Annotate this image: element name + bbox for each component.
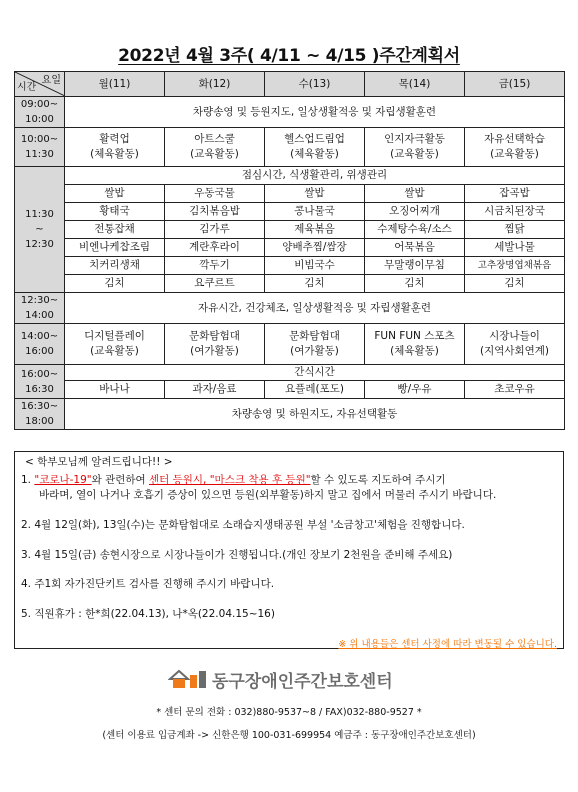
- snack-title: 간식시간: [65, 365, 565, 381]
- menu-item: 비엔나케찹조림: [65, 239, 165, 257]
- menu-item: 고추장명엽채볶음: [465, 257, 565, 275]
- menu-row: [15, 275, 565, 293]
- menu-item: 시금치된장국: [465, 203, 565, 221]
- time-cell: 14:00~ 16:00: [15, 324, 65, 365]
- lunch-title: 점심시간, 식생활관리, 위생관리: [65, 167, 565, 185]
- menu-item: 김치볶음밥: [165, 203, 265, 221]
- menu-item: 잡곡밥: [465, 185, 565, 203]
- house-logo-icon: [168, 667, 208, 689]
- menu-row: [15, 203, 565, 221]
- snack-row: [15, 381, 565, 399]
- menu-item: 제육볶음: [265, 221, 365, 239]
- day-header: 수(13): [265, 72, 365, 97]
- center-name: 동구장애인주간보호센터: [212, 672, 393, 692]
- notice-item-1: 1. "코로나-19"와 관련하여 센터 등원시, "마스크 착용 후 등원"할 수 있도록 지도하여 주시기: [21, 474, 446, 486]
- parent-notice-box: [14, 451, 564, 649]
- menu-item: 치커리생채: [65, 257, 165, 275]
- menu-item: 김치: [65, 275, 165, 293]
- menu-item: 콩나물국: [265, 203, 365, 221]
- corner-time-label: 시간: [17, 82, 37, 93]
- day-header: 금(15): [465, 72, 565, 97]
- snack-item: 바나나: [65, 381, 165, 399]
- page-title: 2022년 4월 3주( 4/11 ~ 4/15 )주간계획서: [118, 46, 460, 66]
- activity-span: 자유시간, 건강체조, 일상생활적응 및 자립생활훈련: [65, 293, 565, 324]
- menu-item: 우동국물: [165, 185, 265, 203]
- menu-item: 어묵볶음: [365, 239, 465, 257]
- menu-item: 오징어찌개: [365, 203, 465, 221]
- header-row: [15, 72, 565, 97]
- menu-item: 무말랭이무침: [365, 257, 465, 275]
- notice-footnote: ※ 위 내용들은 센터 사정에 따라 변동될 수 있습니다.: [338, 639, 557, 650]
- program-cell: 헬스업드림업 (체육활동): [265, 128, 365, 167]
- menu-item: 수제탕수육/소스: [365, 221, 465, 239]
- time-cell: 16:00~ 16:30: [15, 365, 65, 399]
- day-header: 화(12): [165, 72, 265, 97]
- notice-item-5: 5. 직원휴가 : 한*희(22.04.13), 나*옥(22.04.15~16): [21, 608, 275, 620]
- notice-item-4: 4. 주1회 자가진단키트 검사를 진행해 주시기 바랍니다.: [21, 578, 275, 590]
- row-1000: [15, 128, 565, 167]
- menu-item: 비빔국수: [265, 257, 365, 275]
- day-header: 월(11): [65, 72, 165, 97]
- menu-item: 쌀밥: [265, 185, 365, 203]
- snack-item: 요플레(포도): [265, 381, 365, 399]
- notice-item-1-line2: 바라며, 열이 나거나 호흡기 증상이 있으면 등원(외부활동)하지 말고 집에서 머물러 주시기 바랍니다.: [39, 489, 497, 501]
- activity-span: 차량송영 및 등원지도, 일상생활적응 및 자립생활훈련: [65, 97, 565, 128]
- menu-item: 김치: [365, 275, 465, 293]
- program-cell: 문화탐험대 (여가활동): [165, 324, 265, 365]
- snack-item: 초코우유: [465, 381, 565, 399]
- notice-item-2: 2. 4월 12일(화), 13일(수)는 문화탐험대로 소래습지생태공원 부설 '소금창고'체험을 진행합니다.: [21, 519, 465, 531]
- weekly-schedule-table: [14, 71, 565, 430]
- program-cell: 시장나들이 (지역사회연계): [465, 324, 565, 365]
- menu-row: [15, 221, 565, 239]
- notice-item-3: 3. 4월 15일(금) 송현시장으로 시장나들이가 진행됩니다.(개인 장보기 2천원을 준비해 주세요): [21, 549, 453, 561]
- menu-item: 쌀밥: [65, 185, 165, 203]
- program-cell: 자유선택학습 (교육활동): [465, 128, 565, 167]
- row-snack-title: [15, 365, 565, 381]
- time-cell: 16:30~ 18:00: [15, 399, 65, 430]
- time-cell: 09:00~ 10:00: [15, 97, 65, 128]
- row-1400: [15, 324, 565, 365]
- program-cell: 문화탐험대 (여가활동): [265, 324, 365, 365]
- menu-item: 쌀밥: [365, 185, 465, 203]
- corner-cell: [15, 72, 65, 97]
- activity-span: 차량송영 및 하원지도, 자유선택활동: [65, 399, 565, 430]
- center-logo: [0, 667, 578, 692]
- snack-item: 빵/우유: [365, 381, 465, 399]
- menu-item: 김가루: [165, 221, 265, 239]
- program-cell: 활력업 (체육활동): [65, 128, 165, 167]
- time-cell: 10:00~ 11:30: [15, 128, 65, 167]
- snack-item: 과자/음료: [165, 381, 265, 399]
- account-info: (센터 이용료 입금계좌 -> 신한은행 100-031-699954 예금주 : 동구장애인주간보호센터): [102, 730, 476, 741]
- corner-day-label: 요일: [41, 75, 61, 86]
- menu-item: 김치: [265, 275, 365, 293]
- menu-item: 세발나물: [465, 239, 565, 257]
- menu-item: 계란후라이: [165, 239, 265, 257]
- program-cell: FUN FUN 스포츠 (체육활동): [365, 324, 465, 365]
- menu-item: 깍두기: [165, 257, 265, 275]
- menu-row: [15, 257, 565, 275]
- menu-item: 김치: [465, 275, 565, 293]
- row-1630: [15, 399, 565, 430]
- menu-item: 양배추찜/쌈장: [265, 239, 365, 257]
- menu-item: 요쿠르트: [165, 275, 265, 293]
- time-cell: 12:30~ 14:00: [15, 293, 65, 324]
- day-header: 목(14): [365, 72, 465, 97]
- contact-info: * 센터 문의 전화 : 032)880-9537~8 / FAX)032-880-9527 *: [156, 707, 422, 718]
- row-0900: [15, 97, 565, 128]
- menu-item: 찜닭: [465, 221, 565, 239]
- time-cell: 11:30 ~ 12:30: [15, 167, 65, 293]
- menu-row: [15, 239, 565, 257]
- menu-item: 전통잡채: [65, 221, 165, 239]
- program-cell: 아트스쿨 (교육활동): [165, 128, 265, 167]
- menu-item: 황태국: [65, 203, 165, 221]
- row-1230: [15, 293, 565, 324]
- menu-row: [15, 185, 565, 203]
- program-cell: 인지자극활동 (교육활동): [365, 128, 465, 167]
- row-lunch-title: [15, 167, 565, 185]
- program-cell: 디지털플레이 (교육활동): [65, 324, 165, 365]
- notice-heading: < 학부모님께 알려드립니다!! >: [25, 456, 173, 468]
